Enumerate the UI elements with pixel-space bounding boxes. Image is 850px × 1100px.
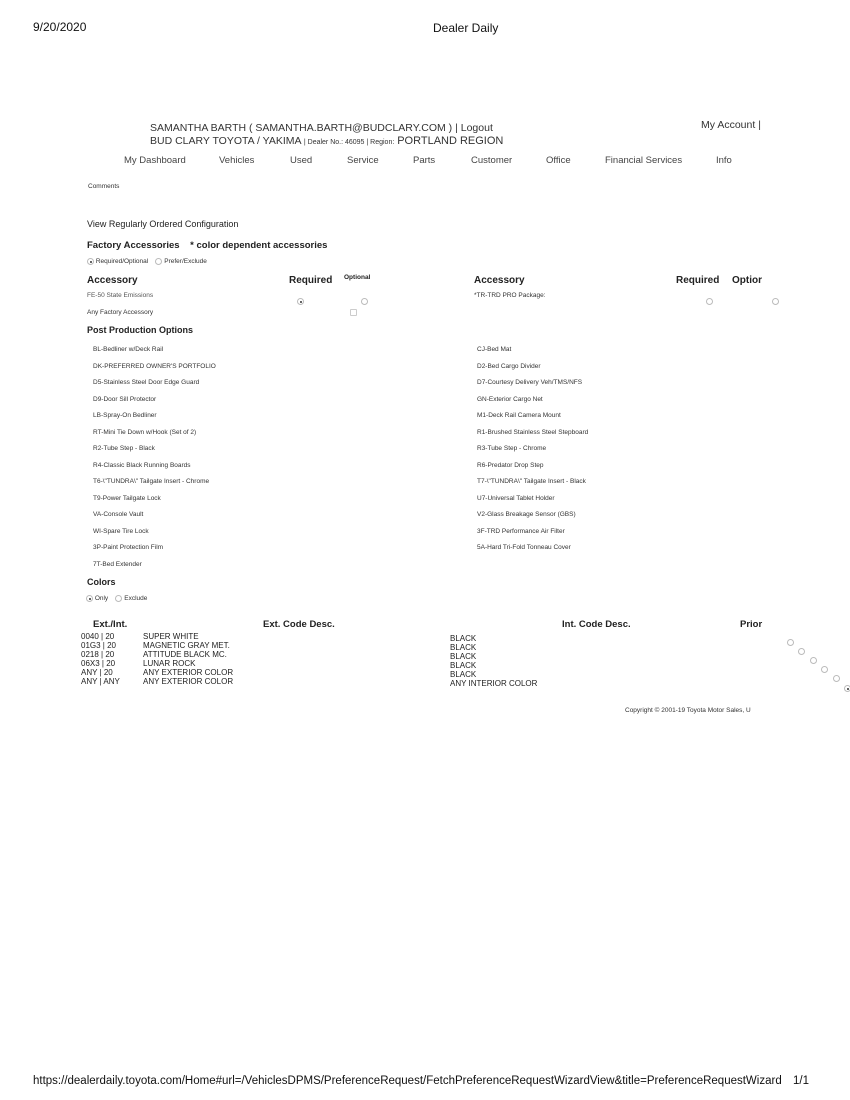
- factory-title-text: Factory Accessories: [87, 240, 180, 251]
- option-item[interactable]: D5-Stainless Steel Door Edge Guard: [93, 379, 200, 386]
- fe50-required-radio[interactable]: [297, 298, 304, 305]
- option-item[interactable]: CJ-Bed Mat: [477, 346, 512, 353]
- option-item[interactable]: R4-Classic Black Running Boards: [93, 461, 191, 469]
- factory-accessories-title: [87, 240, 327, 251]
- color-code: ANY | 20: [81, 668, 113, 677]
- prefer-exclude-label: Prefer/Exclude: [164, 258, 207, 266]
- colors-only-label: Only: [94, 595, 109, 603]
- color-code: 0218 | 20: [81, 650, 115, 659]
- accessory-col-header-right: Accessory: [474, 275, 525, 286]
- ext-int-col-header: Ext./Int.: [93, 619, 128, 630]
- nav-item-vehicles[interactable]: Vehicles: [219, 155, 255, 166]
- color-prior-radio[interactable]: [787, 639, 794, 646]
- print-date: 9/20/2020: [33, 20, 87, 34]
- mode-radio-group: [87, 258, 207, 265]
- copyright: Copyright © 2001-19 Toyota Motor Sales, U: [625, 707, 751, 714]
- option-item[interactable]: R2-Tube Step - Black: [93, 445, 155, 452]
- option-item[interactable]: T9-Power Tailgate Lock: [93, 494, 161, 502]
- nav-item-my-dashboard[interactable]: My Dashboard: [124, 155, 186, 166]
- color-ext-desc: LUNAR ROCK: [143, 659, 196, 668]
- required-optional-radio[interactable]: [87, 258, 94, 265]
- nav-item-customer[interactable]: Customer: [471, 155, 513, 166]
- color-prior-radio[interactable]: [833, 675, 840, 682]
- color-ext-desc: MAGNETIC GRAY MET.: [143, 641, 230, 650]
- color-prior-radio[interactable]: [821, 666, 828, 673]
- option-item[interactable]: WI-Spare Tire Lock: [93, 527, 149, 535]
- option-item[interactable]: 3P-Paint Protection Film: [93, 544, 164, 551]
- color-code: ANY | ANY: [81, 677, 120, 686]
- color-code: 0040 | 20: [81, 632, 115, 641]
- color-int-desc: BLACK: [450, 661, 477, 670]
- color-int-desc: BLACK: [450, 634, 477, 643]
- view-config-link[interactable]: View Regularly Ordered Configuration: [87, 219, 239, 229]
- nav-item-financial-services[interactable]: Financial Services: [605, 155, 683, 166]
- option-item[interactable]: DK-PREFERRED OWNER'S PORTFOLIO: [93, 362, 216, 370]
- nav-item-info[interactable]: Info: [716, 155, 732, 166]
- dealer-name: BUD CLARY TOYOTA / YAKIMA: [150, 135, 301, 147]
- nav-item-office[interactable]: Office: [546, 155, 571, 166]
- comments-label[interactable]: Comments: [88, 183, 120, 190]
- colors-only-radio[interactable]: [86, 595, 93, 602]
- factory-item-any: Any Factory Accessory: [87, 309, 154, 316]
- main-nav: [0, 155, 850, 171]
- color-prior-radio[interactable]: [844, 685, 850, 692]
- int-code-desc-col-header: Int. Code Desc.: [562, 619, 631, 630]
- option-item[interactable]: M1-Deck Rail Camera Mount: [477, 412, 561, 419]
- option-item[interactable]: R6-Predator Drop Step: [477, 461, 544, 469]
- option-item[interactable]: D2-Bed Cargo Divider: [477, 362, 541, 370]
- option-item[interactable]: 3F-TRD Performance Air Filter: [477, 527, 565, 535]
- factory-item-fe50: FE-50 State Emissions: [87, 292, 154, 299]
- print-footer-url: https://dealerdaily.toyota.com/Home#url=/VehiclesDPMS/PreferenceRequest/FetchPreferenceRequestWizardView&title=PreferenceRequestWizard: [33, 1075, 782, 1087]
- color-int-desc: BLACK: [450, 643, 477, 652]
- option-item[interactable]: V2-Glass Breakage Sensor (GBS): [477, 511, 576, 518]
- dealer-region: PORTLAND REGION: [397, 135, 504, 147]
- accessory-col-header-left: Accessory: [87, 275, 138, 286]
- color-ext-desc: ATTITUDE BLACK MC.: [143, 650, 227, 659]
- optional-col-header-left: Optional: [344, 274, 371, 281]
- option-item[interactable]: VA-Console Vault: [93, 511, 144, 518]
- prior-col-header: Prior: [740, 619, 763, 630]
- optional-col-header-right: Optior: [732, 275, 762, 286]
- color-prior-radio[interactable]: [810, 657, 817, 664]
- required-col-header-right: Required: [676, 275, 720, 286]
- option-item[interactable]: GN-Exterior Cargo Net: [477, 395, 543, 403]
- nav-item-used[interactable]: Used: [290, 155, 313, 166]
- my-account-link[interactable]: My Account |: [701, 119, 761, 131]
- print-title: Dealer Daily: [433, 21, 499, 35]
- required-optional-label: Required/Optional: [95, 258, 149, 266]
- colors-title: Colors: [87, 577, 116, 587]
- dealer-line: [150, 135, 503, 147]
- color-ext-desc: ANY EXTERIOR COLOR: [143, 677, 234, 686]
- dealer-number: | Dealer No.: 46095 | Region:: [303, 139, 395, 146]
- user-line[interactable]: SAMANTHA BARTH ( SAMANTHA.BARTH@BUDCLARY.COM ) | Logout: [150, 122, 493, 134]
- color-ext-desc: ANY EXTERIOR COLOR: [143, 668, 234, 677]
- color-dependent-note: * color dependent accessories: [190, 240, 328, 251]
- option-item[interactable]: D9-Door Sill Protector: [93, 395, 157, 403]
- colors-exclude-label: Exclude: [124, 595, 148, 603]
- any-accessory-optional-checkbox[interactable]: [350, 309, 357, 316]
- option-item[interactable]: R1-Brushed Stainless Steel Stepboard: [477, 428, 589, 436]
- prefer-exclude-radio[interactable]: [155, 258, 162, 265]
- post-production-title: Post Production Options: [87, 325, 193, 335]
- color-int-desc: BLACK: [450, 652, 477, 661]
- option-item[interactable]: T7-\"TUNDRA\" Tailgate Insert - Black: [477, 478, 586, 485]
- color-ext-desc: SUPER WHITE: [143, 632, 199, 641]
- nav-item-parts[interactable]: Parts: [413, 155, 436, 166]
- factory-item-trd-pro: *TR-TRD PRO Package:: [474, 292, 546, 299]
- color-int-desc: BLACK: [450, 670, 477, 679]
- option-item[interactable]: T6-\"TUNDRA\" Tailgate Insert - Chrome: [93, 478, 210, 485]
- color-code: 01G3 | 20: [81, 641, 116, 650]
- option-item[interactable]: LB-Spray-On Bedliner: [93, 412, 157, 419]
- option-item[interactable]: BL-Bedliner w/Deck Rail: [93, 346, 164, 353]
- colors-radio-group: [86, 595, 147, 602]
- option-item[interactable]: 7T-Bed Extender: [93, 560, 142, 568]
- ext-code-desc-col-header: Ext. Code Desc.: [263, 619, 335, 630]
- option-item[interactable]: RT-Mini Tie Down w/Hook (Set of 2): [93, 428, 197, 436]
- colors-exclude-radio[interactable]: [115, 595, 122, 602]
- option-item[interactable]: 5A-Hard Tri-Fold Tonneau Cover: [477, 544, 571, 551]
- option-item[interactable]: R3-Tube Step - Chrome: [477, 445, 547, 452]
- required-col-header-left: Required: [289, 275, 333, 286]
- trd-pro-optional-radio[interactable]: [772, 298, 779, 305]
- color-code: 06X3 | 20: [81, 659, 116, 668]
- option-item[interactable]: U7-Universal Tablet Holder: [477, 494, 555, 502]
- print-footer-page: 1/1: [793, 1075, 809, 1087]
- trd-pro-required-radio[interactable]: [706, 298, 713, 305]
- color-prior-radio[interactable]: [798, 648, 805, 655]
- color-int-desc: ANY INTERIOR COLOR: [450, 679, 538, 688]
- fe50-optional-radio[interactable]: [361, 298, 368, 305]
- nav-item-service[interactable]: Service: [347, 155, 379, 166]
- option-item[interactable]: D7-Courtesy Delivery Veh/TMS/NFS: [477, 379, 583, 386]
